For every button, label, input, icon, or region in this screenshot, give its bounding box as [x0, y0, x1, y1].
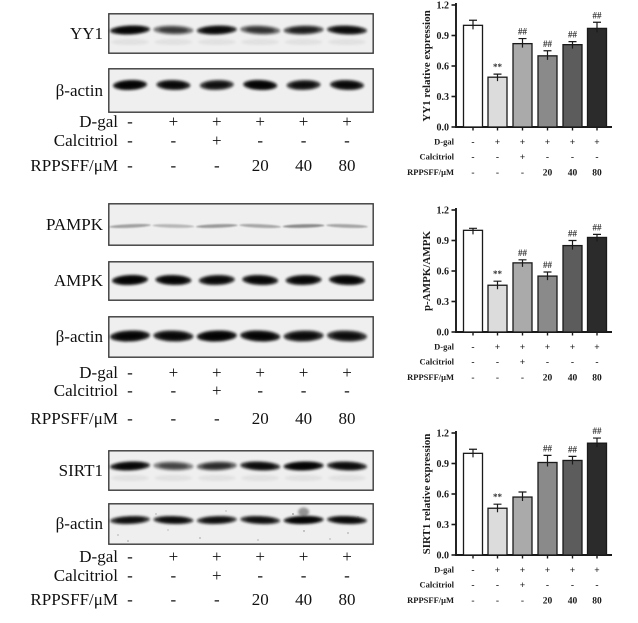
- chart-row-value: 40: [567, 373, 578, 384]
- speckle: [225, 510, 227, 512]
- treatment-value: -: [170, 155, 177, 175]
- treatment-value: -: [127, 380, 133, 400]
- treatment-value: +: [255, 546, 265, 566]
- chart-row-value: -: [471, 566, 475, 576]
- blot-box: [109, 14, 373, 53]
- treatment-value: -: [344, 380, 350, 400]
- chart-row-value: +: [544, 343, 551, 353]
- bar: [588, 443, 607, 555]
- chart-row-value: -: [471, 373, 475, 384]
- treatment-value: -: [300, 130, 307, 150]
- treatment-row-label: D-gal: [79, 546, 118, 566]
- background-smudge: [285, 39, 323, 45]
- bar: [563, 246, 582, 332]
- chart-row-value: -: [545, 581, 550, 591]
- chart-row-value: 20: [542, 168, 553, 179]
- treatment-value: -: [127, 565, 133, 585]
- speckle: [167, 529, 169, 531]
- bar: [563, 460, 582, 555]
- y-axis-title: SIRT1 relative expression: [421, 433, 433, 555]
- treatment-value: -: [213, 155, 220, 175]
- western-blot-strip: [108, 316, 374, 358]
- significance-label: ##: [543, 260, 552, 271]
- treatment-value: 40: [295, 408, 313, 428]
- chart-row-label: Calcitriol: [419, 579, 454, 590]
- bar: [464, 25, 483, 127]
- chart-row-value: -: [520, 596, 525, 607]
- chart-row-value: 80: [592, 373, 602, 384]
- treatment-value: -: [127, 130, 133, 150]
- bar: [588, 28, 607, 127]
- background-smudge: [111, 475, 149, 481]
- chart-row-value: -: [595, 581, 599, 591]
- chart-row-value: +: [519, 138, 526, 148]
- treatment-value: +: [298, 362, 309, 382]
- blot-protein-label: YY1: [69, 23, 103, 43]
- y-tick-label: 0.6: [436, 266, 449, 278]
- chart-row-value: -: [471, 358, 475, 368]
- chart-row-value: +: [519, 153, 526, 163]
- western-blot-strip: [108, 450, 374, 491]
- treatment-row-label: RPPSFF/μM: [30, 408, 118, 428]
- bar: [538, 462, 557, 555]
- chart-row-value: +: [519, 566, 526, 576]
- chart-row-value: -: [471, 168, 475, 179]
- significance-label: ##: [543, 38, 552, 49]
- chart-row-value: +: [519, 358, 526, 368]
- chart-row-label: RPPSFF/μM: [407, 372, 454, 382]
- treatment-value: +: [342, 362, 352, 382]
- speckle: [117, 534, 119, 536]
- chart-row-label: D-gal: [434, 341, 454, 352]
- bar: [513, 263, 532, 332]
- chart-row-value: +: [494, 343, 501, 353]
- western-blot-strip: [108, 261, 374, 301]
- y-tick-label: 0.0: [436, 122, 449, 134]
- chart-row-value: -: [520, 373, 525, 384]
- chart-row-value: -: [495, 596, 500, 607]
- blot-protein-label: AMPK: [53, 271, 103, 290]
- treatment-value: +: [212, 565, 222, 585]
- speckle: [357, 516, 359, 518]
- significance-label: ##: [543, 443, 552, 454]
- chart-row-value: -: [595, 358, 599, 368]
- chart-row-value: +: [494, 138, 501, 148]
- y-tick-label: 0.0: [436, 327, 449, 339]
- y-tick-label: 0.6: [436, 61, 449, 73]
- chart-row-value: -: [471, 138, 475, 148]
- treatment-value: +: [212, 112, 222, 131]
- bar: [588, 237, 607, 332]
- background-smudge: [154, 475, 192, 481]
- treatment-value: -: [127, 589, 133, 609]
- bar: [488, 508, 507, 555]
- speckle: [127, 540, 129, 542]
- treatment-value: -: [213, 589, 220, 609]
- chart-row-value: +: [569, 343, 576, 353]
- significance-label: ##: [568, 29, 577, 40]
- blot-protein-label: β-actin: [55, 514, 103, 533]
- blot-artifact: [298, 508, 309, 517]
- bar: [538, 276, 557, 332]
- y-axis-title: p-AMPK/AMPK: [421, 230, 433, 312]
- y-tick-label: 0.9: [436, 31, 449, 42]
- treatment-value: 80: [338, 589, 356, 609]
- treatment-value: -: [127, 362, 133, 382]
- bar-chart-yy1: [407, 0, 638, 196]
- significance-label: ##: [518, 247, 527, 258]
- background-smudge: [241, 475, 279, 481]
- chart-row-value: +: [544, 566, 551, 576]
- significance-label: ##: [592, 222, 602, 233]
- bar-chart-ampk: [407, 196, 638, 401]
- treatment-value: -: [257, 380, 264, 400]
- significance-label: ##: [518, 26, 527, 37]
- significance-label: **: [493, 269, 502, 280]
- western-blot-strip: [108, 203, 374, 246]
- y-tick-label: 0.6: [436, 489, 449, 501]
- treatment-value: -: [344, 130, 350, 150]
- significance-label: ##: [568, 228, 577, 239]
- chart-row-value: -: [495, 358, 500, 368]
- chart-row-value: +: [519, 343, 526, 353]
- blot-box: [109, 451, 373, 490]
- bar-chart-sirt1: [407, 419, 638, 623]
- speckle: [257, 539, 259, 541]
- y-tick-label: 0.3: [436, 92, 449, 103]
- treatment-row-label: RPPSFF/μM: [30, 589, 118, 609]
- treatment-value: -: [127, 546, 133, 566]
- y-axis-title: YY1 relative expression: [421, 10, 433, 122]
- chart-row-label: D-gal: [434, 136, 454, 147]
- speckle: [329, 538, 331, 540]
- y-tick-label: 0.3: [436, 297, 449, 308]
- chart-row-value: -: [471, 153, 475, 163]
- western-blot-strip: [108, 503, 374, 545]
- chart-row-value: 40: [567, 596, 578, 607]
- chart-row-value: -: [545, 358, 550, 368]
- blot-box: [109, 69, 373, 112]
- chart-row-label: RPPSFF/μM: [407, 595, 454, 605]
- speckle: [199, 537, 201, 539]
- western-blot-strip: [108, 68, 374, 113]
- chart-row-value: -: [495, 153, 500, 163]
- chart-row-value: -: [471, 343, 475, 353]
- western-blot-strip: [108, 13, 374, 54]
- chart-row-label: Calcitriol: [419, 356, 454, 367]
- background-smudge: [198, 39, 236, 45]
- speckle: [303, 530, 305, 532]
- chart-row-value: +: [519, 581, 526, 591]
- treatment-value: -: [300, 565, 307, 585]
- blot-protein-label: β-actin: [55, 327, 103, 346]
- significance-label: **: [493, 492, 502, 503]
- treatment-value: +: [298, 112, 309, 131]
- chart-row-value: +: [569, 566, 576, 576]
- bar: [513, 44, 532, 127]
- background-smudge: [111, 39, 149, 45]
- background-smudge: [328, 39, 366, 45]
- bar: [488, 285, 507, 332]
- treatment-row-label: RPPSFF/μM: [30, 155, 118, 175]
- chart-row-label: Calcitriol: [419, 151, 454, 162]
- chart-row-value: -: [471, 581, 475, 591]
- chart-row-value: +: [594, 138, 600, 148]
- treatment-value: -: [213, 408, 220, 428]
- treatment-value: 80: [338, 155, 356, 175]
- treatment-value: +: [342, 112, 352, 131]
- treatment-value: -: [257, 565, 264, 585]
- chart-row-value: -: [495, 373, 500, 384]
- treatment-value: 20: [251, 589, 269, 609]
- chart-row-value: +: [594, 566, 600, 576]
- y-tick-label: 1.2: [436, 428, 449, 440]
- chart-row-value: -: [495, 581, 500, 591]
- speckle: [155, 513, 157, 515]
- speckle: [347, 532, 349, 534]
- treatment-value: +: [212, 380, 222, 400]
- treatment-row-label: Calcitriol: [53, 380, 118, 400]
- chart-row-value: -: [520, 168, 525, 179]
- treatment-value: -: [344, 565, 350, 585]
- significance-label: ##: [592, 426, 602, 437]
- y-tick-label: 0.9: [436, 236, 449, 247]
- speckle: [292, 513, 294, 515]
- chart-row-value: -: [570, 358, 575, 368]
- y-tick-label: 1.2: [436, 0, 449, 12]
- treatment-value: +: [255, 112, 265, 131]
- treatment-value: +: [255, 362, 265, 382]
- chart-row-value: 80: [592, 168, 602, 179]
- treatment-row-label: Calcitriol: [53, 130, 118, 150]
- chart-row-label: RPPSFF/μM: [407, 167, 454, 177]
- treatment-value: -: [170, 130, 177, 150]
- chart-row-value: -: [495, 168, 500, 179]
- treatment-row-label: D-gal: [79, 362, 118, 382]
- bar: [513, 497, 532, 555]
- treatment-value: -: [257, 130, 264, 150]
- significance-label: **: [493, 62, 502, 73]
- background-smudge: [328, 475, 366, 481]
- treatment-value: 20: [251, 155, 269, 175]
- blot-box: [109, 504, 373, 544]
- treatment-value: -: [300, 380, 307, 400]
- chart-row-value: +: [544, 138, 551, 148]
- bar: [563, 45, 582, 127]
- treatment-value: -: [127, 155, 133, 175]
- chart-row-value: +: [594, 343, 600, 353]
- background-smudge: [285, 475, 323, 481]
- bar: [464, 453, 483, 555]
- chart-row-value: -: [570, 153, 575, 163]
- chart-row-value: -: [595, 153, 599, 163]
- treatment-value: +: [342, 546, 352, 566]
- treatment-value: -: [170, 565, 177, 585]
- bar: [538, 56, 557, 127]
- treatment-value: -: [170, 380, 177, 400]
- chart-row-label: D-gal: [434, 564, 454, 575]
- chart-row-value: +: [569, 138, 576, 148]
- treatment-value: +: [298, 546, 309, 566]
- treatment-value: 40: [295, 155, 313, 175]
- blot-protein-label: β-actin: [55, 80, 103, 100]
- blot-protein-label: PAMPK: [45, 214, 103, 234]
- treatment-value: -: [127, 408, 133, 428]
- treatment-value: +: [212, 546, 222, 566]
- chart-row-value: 20: [542, 373, 553, 384]
- chart-row-value: 20: [542, 596, 553, 607]
- treatment-value: -: [127, 112, 133, 131]
- y-tick-label: 0.9: [436, 459, 449, 470]
- background-smudge: [198, 475, 236, 481]
- treatment-value: +: [212, 362, 222, 382]
- treatment-value: 40: [295, 589, 313, 609]
- chart-row-value: -: [545, 153, 550, 163]
- bar: [488, 77, 507, 127]
- background-smudge: [154, 39, 192, 45]
- blot-protein-label: SIRT1: [58, 460, 103, 480]
- significance-label: ##: [568, 444, 577, 455]
- bar: [464, 230, 483, 332]
- chart-row-value: 80: [592, 596, 602, 607]
- treatment-value: 80: [338, 408, 356, 428]
- y-tick-label: 0.3: [436, 520, 449, 531]
- treatment-value: +: [168, 112, 179, 131]
- treatment-value: 20: [251, 408, 269, 428]
- treatment-value: +: [212, 130, 222, 150]
- chart-row-value: +: [494, 566, 501, 576]
- chart-row-value: -: [570, 581, 575, 591]
- treatment-value: -: [170, 589, 177, 609]
- treatment-row-label: Calcitriol: [53, 565, 118, 585]
- background-smudge: [241, 39, 279, 45]
- significance-label: ##: [592, 10, 602, 21]
- treatment-row-label: D-gal: [79, 112, 118, 131]
- chart-row-value: 40: [567, 168, 578, 179]
- treatment-value: +: [168, 362, 179, 382]
- treatment-value: -: [170, 408, 177, 428]
- y-tick-label: 0.0: [436, 550, 449, 562]
- chart-row-value: -: [471, 596, 475, 607]
- y-tick-label: 1.2: [436, 205, 449, 217]
- treatment-value: +: [168, 546, 179, 566]
